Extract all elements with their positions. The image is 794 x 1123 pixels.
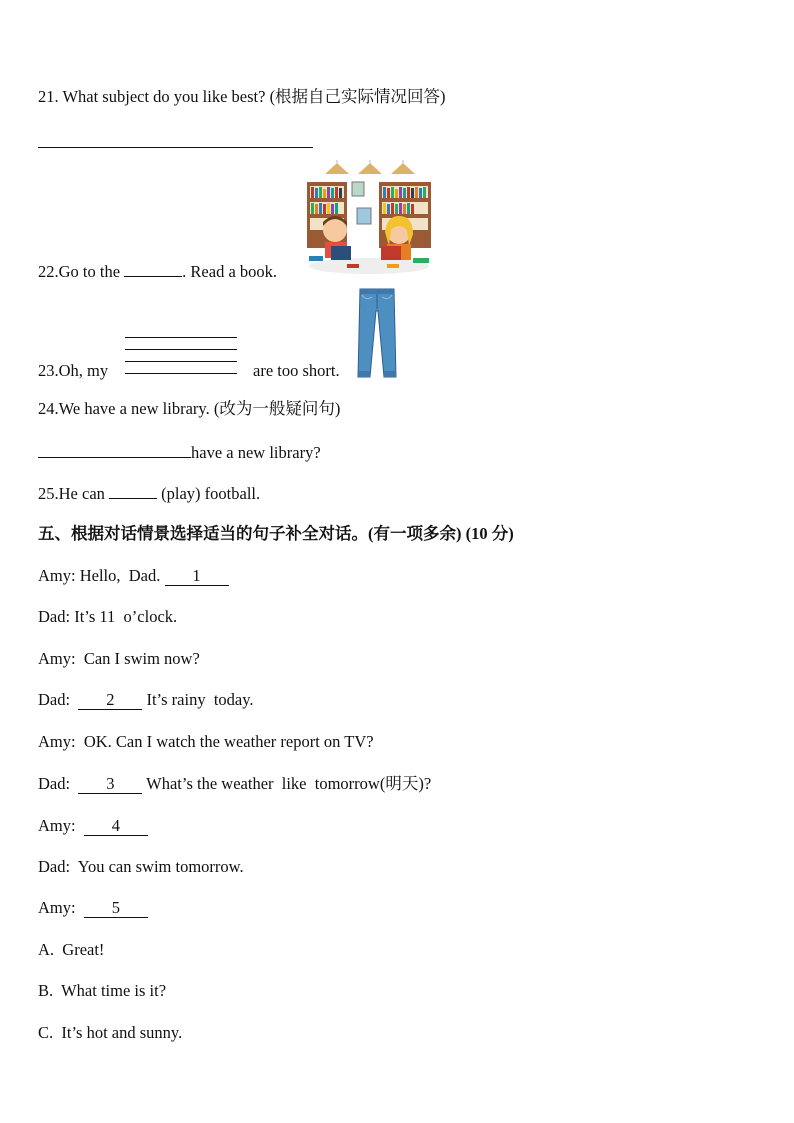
dialogue-text	[70, 690, 78, 709]
section-5-heading: 五、根据对话情景选择适当的句子补全对话。(有一项多余) (10 分)	[38, 524, 514, 543]
dialogue-line	[38, 649, 200, 669]
dialogue-speaker: Dad:	[38, 607, 71, 626]
dialogue-line	[38, 566, 229, 586]
dialogue-line	[38, 690, 254, 710]
question-24-answer	[38, 441, 321, 463]
dialogue-speaker: Amy:	[38, 566, 76, 585]
option-item: B. What time is it?	[38, 981, 167, 1000]
dialogue-blank[interactable]: 4	[84, 817, 148, 836]
library-reading-illustration	[303, 160, 436, 278]
dialogue-text: You can swim tomorrow.	[70, 857, 244, 876]
dialogue-text: OK. Can I watch the weather report on TV?	[75, 732, 374, 751]
dialogue-speaker: Dad:	[38, 690, 71, 709]
question-23-prefix: 23.Oh, my	[38, 361, 109, 380]
dialogue-line	[38, 732, 374, 752]
dialogue-line	[38, 898, 148, 918]
dialogue-line	[38, 774, 431, 794]
question-22	[38, 260, 277, 282]
dialogue-speaker: Amy:	[38, 732, 76, 751]
dialogue-text: Can I swim now?	[75, 649, 200, 668]
option-item: A. Great!	[38, 940, 105, 959]
option-item: C. It’s hot and sunny.	[38, 1023, 183, 1042]
question-22-suffix: . Read a book.	[182, 262, 278, 281]
dialogue-text: What’s the weather like tomorrow(明天)?	[142, 774, 432, 793]
jeans-illustration	[356, 287, 398, 379]
dialogue-speaker: Amy:	[38, 816, 76, 835]
answer-blank-24[interactable]	[38, 441, 191, 458]
answer-blank-22[interactable]	[124, 260, 182, 277]
four-line-grid-line-2	[125, 349, 237, 350]
dialogue-line	[38, 857, 244, 877]
question-25-prefix: 25.He can	[38, 484, 110, 503]
question-25	[38, 482, 260, 504]
four-line-grid-line-4	[125, 373, 237, 374]
answer-line-21	[38, 147, 313, 148]
four-line-grid-line-3	[125, 361, 237, 362]
dialogue-text	[70, 774, 78, 793]
question-23-suffix: are too short.	[253, 361, 340, 380]
dialogue-text: Hello, Dad.	[75, 566, 165, 585]
dialogue-text	[76, 816, 84, 835]
dialogue-line	[38, 816, 148, 836]
question-21: 21. What subject do you like best? (根据自己实际情况回答)	[38, 87, 446, 106]
dialogue-speaker: Dad:	[38, 774, 71, 793]
dialogue-line	[38, 607, 177, 627]
question-24: 24.We have a new library. (改为一般疑问句)	[38, 399, 341, 418]
dialogue-text: It’s rainy today.	[142, 690, 254, 709]
four-line-grid-line-1	[125, 337, 237, 338]
dialogue-speaker: Amy:	[38, 649, 76, 668]
answer-blank-25[interactable]	[109, 482, 157, 499]
dialogue-text: It’s 11 o’clock.	[70, 607, 178, 626]
dialogue-speaker: Dad:	[38, 857, 71, 876]
question-25-suffix: (play) football.	[157, 484, 261, 503]
question-24-answer-suffix: have a new library?	[191, 443, 321, 462]
question-22-prefix: 22.Go to the	[38, 262, 125, 281]
dialogue-blank[interactable]: 1	[165, 567, 229, 586]
dialogue-blank[interactable]: 2	[78, 691, 142, 710]
dialogue-blank[interactable]: 5	[84, 899, 148, 918]
dialogue-text	[76, 898, 84, 917]
dialogue-speaker: Amy:	[38, 898, 76, 917]
dialogue-blank[interactable]: 3	[78, 775, 142, 794]
